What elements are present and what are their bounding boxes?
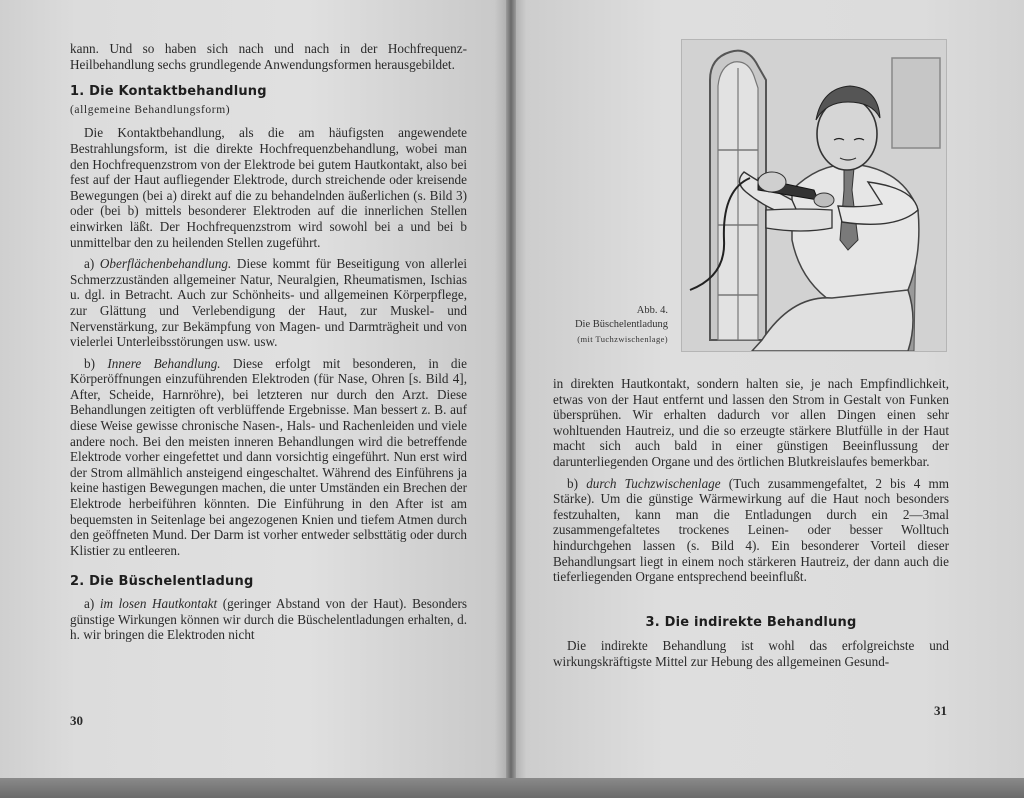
paragraph-losen-hautkontakt: a) im losen Hautkontakt (geringer Abstand von der Haut). Besonders günstige Wirkungen können wir durch die Büschelentladungen erhalten, d. h. wir bringen die Elektroden nicht xyxy=(70,596,468,643)
page-number-left: 30 xyxy=(70,713,83,728)
figure-caption-sub: (mit Tuchzwischenlage) xyxy=(577,334,668,344)
paragraph-innere: b) Innere Behandlung. Diese erfolgt mit besonderen, in die Körperöffnungen einzuführenden Elektroden (für Nase, Ohren [s. Bild 4], After, Scheide, Harnröhre), bei letzteren nur durch den Arzt. Diese Behandlungen zeitigten oft verblüffende Ergebnisse. Man bessert z. B. auf diese Weise gewisse chronische Nasen-, Hals- und Rachenleiden und viele andere noch. Bei den meisten inneren Behandlungen wird die betreffende Elektrode vorher eingefettet und dann vorsichtig eingeführt. Nun erst wird der Strom allmählich ansteigend eingeschaltet. Während des Einführens ja keine hastigen Bewegungen machen, die unter Umständen ein Brechen der Elektrode herbeiführen könnten. Die Einführung in den After ist am bequemsten in Seitenlage bei angezogenen Knien und tiefem Atmen durch den geöffneten Mund. Der Darm ist vorher entweder selbsttätig oder durch Klistier zu entleeren. xyxy=(70,355,468,558)
page-number-right: 31 xyxy=(934,703,947,718)
paragraph-continued: in direkten Hautkontakt, sondern halten sie, je nach Empfindlichkeit, etwas von der Haut entfernt und lassen den Strom in Gestalt von Funken übersprühen. Wir erhalten dadurch vor allen Dingen einen sehr wohltuenden Hautreiz, und die so erzeugte stärkere Blutfülle in der Haut macht sich auch bald in einer günstigen Beeinflussung der darunterliegenden Organe und des örtlichen Blutkreislaufes bemerkbar. xyxy=(553,376,949,469)
section-heading-indirekt: 3. Die indirekte Behandlung xyxy=(645,614,857,630)
figure-caption-title: Die Büschelentladung xyxy=(574,319,668,330)
section-heading-kontaktbehandlung: 1. Die Kontaktbehandlung xyxy=(70,84,267,100)
scan-background xyxy=(0,778,1024,798)
right-text-column xyxy=(553,376,949,670)
section-heading-bueschel: 2. Die Büschelentladung xyxy=(70,574,254,590)
figure-caption xyxy=(546,304,668,346)
left-text-column xyxy=(70,41,467,643)
paragraph-indirekt: Die indirekte Behandlung ist wohl das erfolgreichste und wirkungskräftigste Mittel zur Hebung des allgemeinen Gesund- xyxy=(553,638,949,669)
paragraph-kontakt-intro: Die Kontaktbehandlung, als die am häufigsten angewendete Bestrahlungsform, ist die direkte Hochfrequenzbehandlung, wobei man den Hochfrequenzstrom von der Elektrode bei gutem Hautkontakt, also bei fest auf der Haut aufliegender Elektrode, durch streichende oder kreisende Bewegungen (bei a) direkt auf die zu behandelnden äußerlichen (s. Bild 3) oder (bei b) mittels besonderer Elektroden auf die innerlichen Stellen einwirken läßt. Der Hochfrequenzstrom wird sowohl bei a und bei b unmittelbar den zu heilenden Stellen zugeführt. xyxy=(70,125,467,250)
illustration-figure xyxy=(681,39,947,352)
figure-label: Abb. 4. xyxy=(636,305,668,316)
paragraph-oberflaeche: a) Oberflächenbehandlung. Diese kommt für Beseitigung von allerlei Schmerzzuständen allgemeiner Natur, Neuralgien, Rheumatismen, Ischias u. dgl. in Betracht. Auch zur Schönheits- und allgemeinen Körperpflege, zur Glättung und Verlebendigung der Haut, zur Muskel- und Nervenstärkung, zur Bekämpfung von Magen- und Darmträgheit und von vielerlei Unterleibsstörungen usw. usw. xyxy=(70,256,468,350)
paragraph-tuchzwischenlage: b) durch Tuchzwischenlage (Tuch zusammengefaltet, 2 bis 4 mm Stärke). Um die günstige Wärmewirkung auf die Haut noch besonders festzuhalten, kann man die Entladungen durch ein 2—3mal zusammengefaltetes trockenes Leinen- oder besser Wolltuch hindurchgehen lassen (s. Bild 4). Ein besonderer Vorteil dieser Behandlungsart liegt in einem noch stärkeren Hautreiz, der dann auch die tieferliegenden Organe entsprechend beeinflußt. xyxy=(553,475,950,585)
book-gutter xyxy=(506,0,516,798)
illustration-drawing xyxy=(682,40,946,351)
left-page xyxy=(0,0,510,781)
section-subtitle: (allgemeine Behandlungsform) xyxy=(70,103,231,116)
intro-paragraph: kann. Und so haben sich nach und nach in der Hochfrequenz-Heilbehandlung sechs grundlegende Anwendungsformen herausgebildet. xyxy=(70,41,467,72)
